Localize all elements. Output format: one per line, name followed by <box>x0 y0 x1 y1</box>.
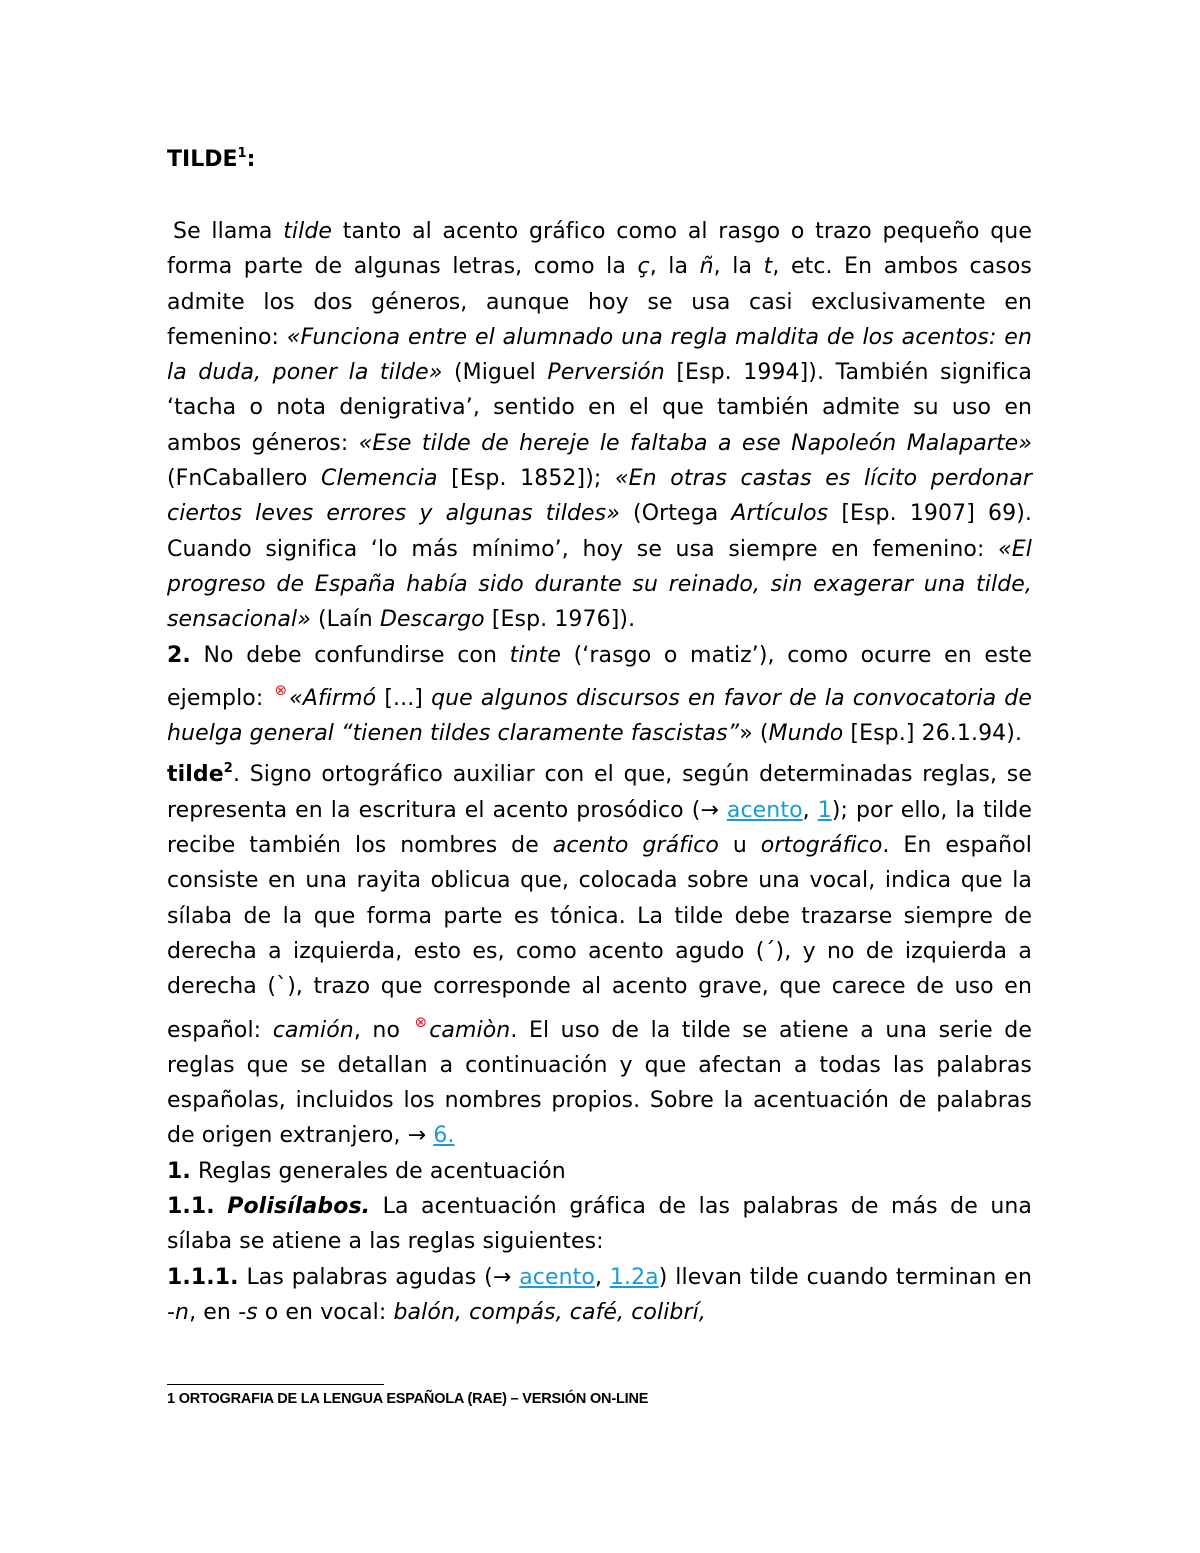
text-run: Se llama <box>173 219 284 244</box>
section-number: 1.1. <box>167 1194 215 1220</box>
italic-term: ñ <box>699 254 714 280</box>
title-text: TILDE <box>167 147 238 172</box>
arrow-right-icon: → <box>492 1264 520 1290</box>
quotation: «Funciona entre el alumnado una regla maldita de los acentos: en la duda, poner la tilde» <box>167 324 1032 386</box>
arrow-right-icon: → <box>700 797 727 823</box>
text-run: (Laín <box>310 607 380 633</box>
headword-superscript: 2 <box>223 761 233 777</box>
subsection-heading: Polisílabos. <box>227 1194 371 1220</box>
text-run: (Ortega <box>619 501 732 527</box>
italic-term: ortográfico <box>760 833 883 859</box>
text-run: . En español consiste en una rayita oblicua que, colocada sobre una vocal, indica que la sílaba de la que forma parte es tónica. La tilde debe trazarse siempre de derecha a izquierda, esto es, como acento agudo (´), y no de izquierda a derecha (`), trazo que corresponde al acento grave, que carece de uso en español: <box>167 833 1032 1043</box>
text-run: ); por ello, la tilde recibe también los nombres de <box>167 797 1032 859</box>
text-run: , en <box>189 1299 239 1325</box>
arrow-right-icon: → <box>407 1123 434 1149</box>
text-run: u <box>718 833 761 859</box>
quotation: que algunos discursos en favor de la convocatoria de huelga general “tienen tildes claramente fascistas” <box>167 685 1032 747</box>
footnote-number: 1 <box>167 1391 175 1407</box>
footnote-text: ORTOGRAFIA DE LA LENGUA ESPAÑOLA (RAE) – VERSIÓN ON-LINE <box>178 1391 649 1407</box>
text-run: , la <box>649 254 700 280</box>
text-run: (FnCaballero <box>167 466 322 492</box>
section-heading: Reglas generales de acentuación <box>190 1158 566 1184</box>
link-acento-1[interactable]: 1 <box>817 797 832 823</box>
text-run: [...] <box>376 685 432 711</box>
work-title: Perversión <box>547 360 665 386</box>
text-run: [Esp.] 26.1.94). <box>843 721 1023 747</box>
quotation: «Ese tilde de hereje le faltaba a ese Napoleón Malaparte» <box>358 430 1032 456</box>
text-run: ) llevan tilde cuando terminan en <box>658 1264 1032 1290</box>
quotation: «El progreso de España había sido durante su reinado, sin exagerar una tilde, sensacional» <box>167 536 1032 633</box>
entry-headword: tilde <box>167 762 224 788</box>
italic-term: tilde <box>283 219 333 244</box>
paragraph-section-2 <box>167 638 1032 752</box>
paragraph-agudas <box>167 1260 1032 1331</box>
incorrect-usage-icon: ⊗ <box>274 680 288 699</box>
italic-term: ç <box>637 254 650 280</box>
section-number: 1. <box>167 1158 191 1184</box>
italic-term: -s <box>238 1299 258 1325</box>
work-title: Descargo <box>379 607 485 633</box>
link-acento[interactable]: acento <box>726 797 803 823</box>
text-run: Las palabras agudas ( <box>238 1264 493 1290</box>
text-run: La acentuación gráfica de las palabras de más de una sílaba se atiene a las reglas siguientes: <box>167 1194 1033 1255</box>
text-run: [Esp. 1852]); <box>437 466 615 492</box>
italic-term: t <box>763 254 773 280</box>
link-section-6[interactable]: 6. <box>433 1123 455 1149</box>
footnote <box>167 1391 648 1407</box>
italic-term: camión <box>272 1017 354 1043</box>
incorrect-usage-icon: ⊗ <box>414 1012 428 1031</box>
work-title: Artículos <box>731 501 829 527</box>
text-run: [Esp. 1907] 69). Cuando significa ‘lo más mínimo’, hoy se usa siempre en femenino: <box>167 501 1032 562</box>
work-title: Mundo <box>768 721 844 747</box>
paragraph-polisilabos <box>167 1189 1032 1260</box>
title-footnote-ref[interactable]: 1 <box>237 146 247 161</box>
text-run: , <box>594 1264 610 1290</box>
quotation: «En otras castas es lícito perdonar ciertos leves errores y algunas tildes» <box>167 466 1032 527</box>
link-acento[interactable]: acento <box>519 1264 595 1290</box>
text-run: . Signo ortográfico auxiliar con el que, según determinadas reglas, se representa en la escritura el acento prosódico ( <box>167 762 1032 823</box>
text-run: [Esp. 1994]). También significa ‘tacha o nota denigrativa’, sentido en el que también admite su uso en ambos géneros: <box>167 360 1032 456</box>
text-run: » ( <box>739 721 769 747</box>
text-run: o en vocal: <box>257 1299 394 1325</box>
italic-term: -n <box>167 1299 190 1325</box>
link-acento-1-2a[interactable]: 1.2a <box>609 1264 659 1290</box>
text-run: . El uso de la tilde se atiene a una serie de reglas que se detallan a continuación y que afectan a todas las palabras españolas, incluidos los nombres propios. Sobre la acentuación de palabras de origen extranjero, <box>167 1017 1032 1149</box>
italic-term: tinte <box>509 642 561 668</box>
text-run: , la <box>713 254 764 280</box>
text-run: , no <box>353 1017 412 1043</box>
text-run: No debe confundirse con <box>190 642 510 668</box>
footnote-separator <box>167 1384 384 1385</box>
page-title <box>167 146 255 172</box>
text-run: tanto al acento gráfico como al rasgo o trazo pequeño que forma parte de algunas letras, como la <box>167 219 1032 280</box>
text-run: , <box>802 797 818 823</box>
paragraph-definition <box>167 214 1032 638</box>
quotation: «Afirmó <box>289 685 377 711</box>
text-run: , etc. En ambos casos admite los dos géneros, aunque hoy se usa casi exclusivamente en femenino: <box>167 254 1032 350</box>
work-title: Clemencia <box>321 466 438 492</box>
paragraph-tilde-2 <box>167 751 1032 1153</box>
section-number: 1.1.1. <box>167 1264 239 1290</box>
italic-term: camiòn <box>429 1017 511 1043</box>
paragraph-rules-heading <box>167 1154 1032 1189</box>
example-words: balón, compás, café, colibrí, <box>393 1299 706 1325</box>
italic-term: acento gráfico <box>552 833 719 859</box>
document-body <box>167 214 1032 1330</box>
text-run: (‘rasgo o matiz’), como ocurre en este ejemplo: <box>167 642 1032 711</box>
section-number: 2. <box>167 642 191 668</box>
text-run: [Esp. 1976]). <box>484 607 636 633</box>
text-run: (Miguel <box>442 360 548 386</box>
title-suffix: : <box>246 147 256 172</box>
